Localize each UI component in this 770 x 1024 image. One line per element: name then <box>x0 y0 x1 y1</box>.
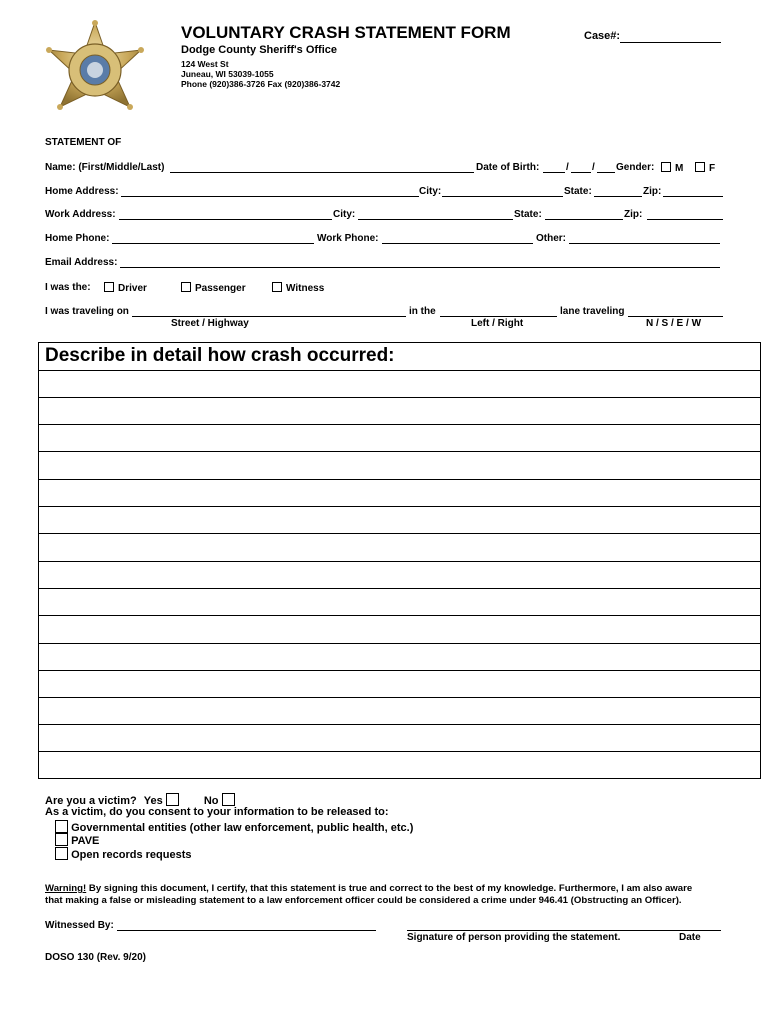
work-city-field[interactable] <box>358 219 513 220</box>
home-zip-field[interactable] <box>663 196 723 197</box>
description-line[interactable] <box>39 615 760 616</box>
home-state-label: State: <box>564 186 592 197</box>
work-zip-field[interactable] <box>647 219 723 220</box>
witnessed-by-label: Witnessed By: <box>45 920 114 931</box>
email-label: Email Address: <box>45 257 118 268</box>
statement-of-label: STATEMENT OF <box>45 137 122 148</box>
victim-yes-checkbox[interactable] <box>166 793 179 806</box>
name-label: Name: (First/Middle/Last) <box>45 162 165 173</box>
signature-field[interactable] <box>407 930 721 931</box>
warning-line2: that making a false or misleading statement to a law enforcement officer could be considered a crime under 946.41 (Obstructing an Officer). <box>45 895 682 906</box>
street-field[interactable] <box>132 316 406 317</box>
home-phone-label: Home Phone: <box>45 233 110 244</box>
office-address-line2: Juneau, WI 53039-1055 <box>181 69 274 79</box>
checkbox-icon[interactable] <box>55 847 68 860</box>
home-address-label: Home Address: <box>45 186 119 197</box>
work-city-label: City: <box>333 209 356 220</box>
checkbox-icon[interactable] <box>695 162 705 172</box>
home-city-field[interactable] <box>442 196 563 197</box>
describe-heading: Describe in detail how crash occurred: <box>45 345 395 366</box>
role-label: I was the: <box>45 282 91 293</box>
home-state-field[interactable] <box>594 196 642 197</box>
description-line[interactable] <box>39 533 760 534</box>
in-the-label: in the <box>409 306 436 317</box>
work-state-label: State: <box>514 209 542 220</box>
lane-side-field[interactable] <box>440 316 557 317</box>
work-state-field[interactable] <box>545 219 623 220</box>
name-field[interactable] <box>170 172 474 173</box>
work-address-label: Work Address: <box>45 209 116 220</box>
consent-option-pave[interactable]: PAVE <box>55 833 99 847</box>
date-label: Date <box>679 932 701 943</box>
sheriff-star-badge <box>42 20 148 126</box>
checkbox-icon[interactable] <box>181 282 191 292</box>
description-line[interactable] <box>39 479 760 480</box>
work-phone-field[interactable] <box>382 243 533 244</box>
description-line[interactable] <box>39 370 760 371</box>
checkbox-icon[interactable] <box>661 162 671 172</box>
checkbox-icon[interactable] <box>55 820 68 833</box>
victim-no-checkbox[interactable] <box>222 793 235 806</box>
consent-option-governmental[interactable]: Governmental entities (other law enforcement, public health, etc.) <box>55 820 413 834</box>
home-zip-label: Zip: <box>643 186 662 197</box>
traveling-on-label: I was traveling on <box>45 306 129 317</box>
role-witness-option[interactable]: Witness <box>272 282 324 294</box>
direction-hint: N / S / E / W <box>646 318 702 329</box>
form-title: VOLUNTARY CRASH STATEMENT FORM <box>181 23 511 42</box>
lane-traveling-label: lane traveling <box>560 306 625 317</box>
description-line[interactable] <box>39 670 760 671</box>
checkbox-icon[interactable] <box>55 833 68 846</box>
description-line[interactable] <box>39 751 760 752</box>
case-number-field[interactable] <box>620 42 721 43</box>
office-address-line1: 124 West St <box>181 59 229 69</box>
checkbox-icon[interactable] <box>272 282 282 292</box>
street-hint: Street / Highway <box>171 318 249 329</box>
home-address-field[interactable] <box>121 196 419 197</box>
home-city-label: City: <box>419 186 442 197</box>
home-phone-field[interactable] <box>112 243 314 244</box>
gender-f-option[interactable]: F <box>695 162 715 174</box>
description-line[interactable] <box>39 397 760 398</box>
dob-month-field[interactable] <box>543 172 565 173</box>
consent-option-open-records[interactable]: Open records requests <box>55 847 192 861</box>
dob-label: Date of Birth: <box>476 162 540 173</box>
description-line[interactable] <box>39 451 760 452</box>
lane-hint: Left / Right <box>471 318 524 329</box>
dob-year-field[interactable] <box>597 172 615 173</box>
description-line[interactable] <box>39 506 760 507</box>
checkbox-icon[interactable] <box>104 282 114 292</box>
gender-label: Gender: <box>616 162 655 173</box>
other-phone-label: Other: <box>536 233 566 244</box>
direction-field[interactable] <box>628 316 723 317</box>
description-line[interactable] <box>39 697 760 698</box>
case-number-label: Case#: <box>584 30 621 42</box>
office-phone: Phone (920)386-3726 Fax (920)386-3742 <box>181 79 341 89</box>
description-line[interactable] <box>39 424 760 425</box>
other-phone-field[interactable] <box>569 243 720 244</box>
gender-m-option[interactable]: M <box>661 162 683 174</box>
work-phone-label: Work Phone: <box>317 233 379 244</box>
dob-day-field[interactable] <box>571 172 591 173</box>
warning-line1: Warning! By signing this document, I certify, that this statement is true and correct to the best of my knowledge. Furthermore, I am also aware <box>45 883 693 894</box>
description-line[interactable] <box>39 724 760 725</box>
work-zip-label: Zip: <box>624 209 643 220</box>
victim-question: Are you a victim? Yes No <box>45 793 235 807</box>
role-driver-option[interactable]: Driver <box>104 282 147 294</box>
role-passenger-option[interactable]: Passenger <box>181 282 246 294</box>
form-number: DOSO 130 (Rev. 9/20) <box>45 952 146 963</box>
description-line[interactable] <box>39 561 760 562</box>
description-line[interactable] <box>39 588 760 589</box>
consent-question: As a victim, do you consent to your information to be released to: <box>45 806 389 818</box>
signature-label: Signature of person providing the statement. <box>407 932 621 943</box>
crash-description-box[interactable] <box>38 342 761 779</box>
witnessed-by-field[interactable] <box>117 930 376 931</box>
description-line[interactable] <box>39 643 760 644</box>
work-address-field[interactable] <box>119 219 332 220</box>
email-field[interactable] <box>120 267 720 268</box>
office-name: Dodge County Sheriff's Office <box>181 44 338 56</box>
